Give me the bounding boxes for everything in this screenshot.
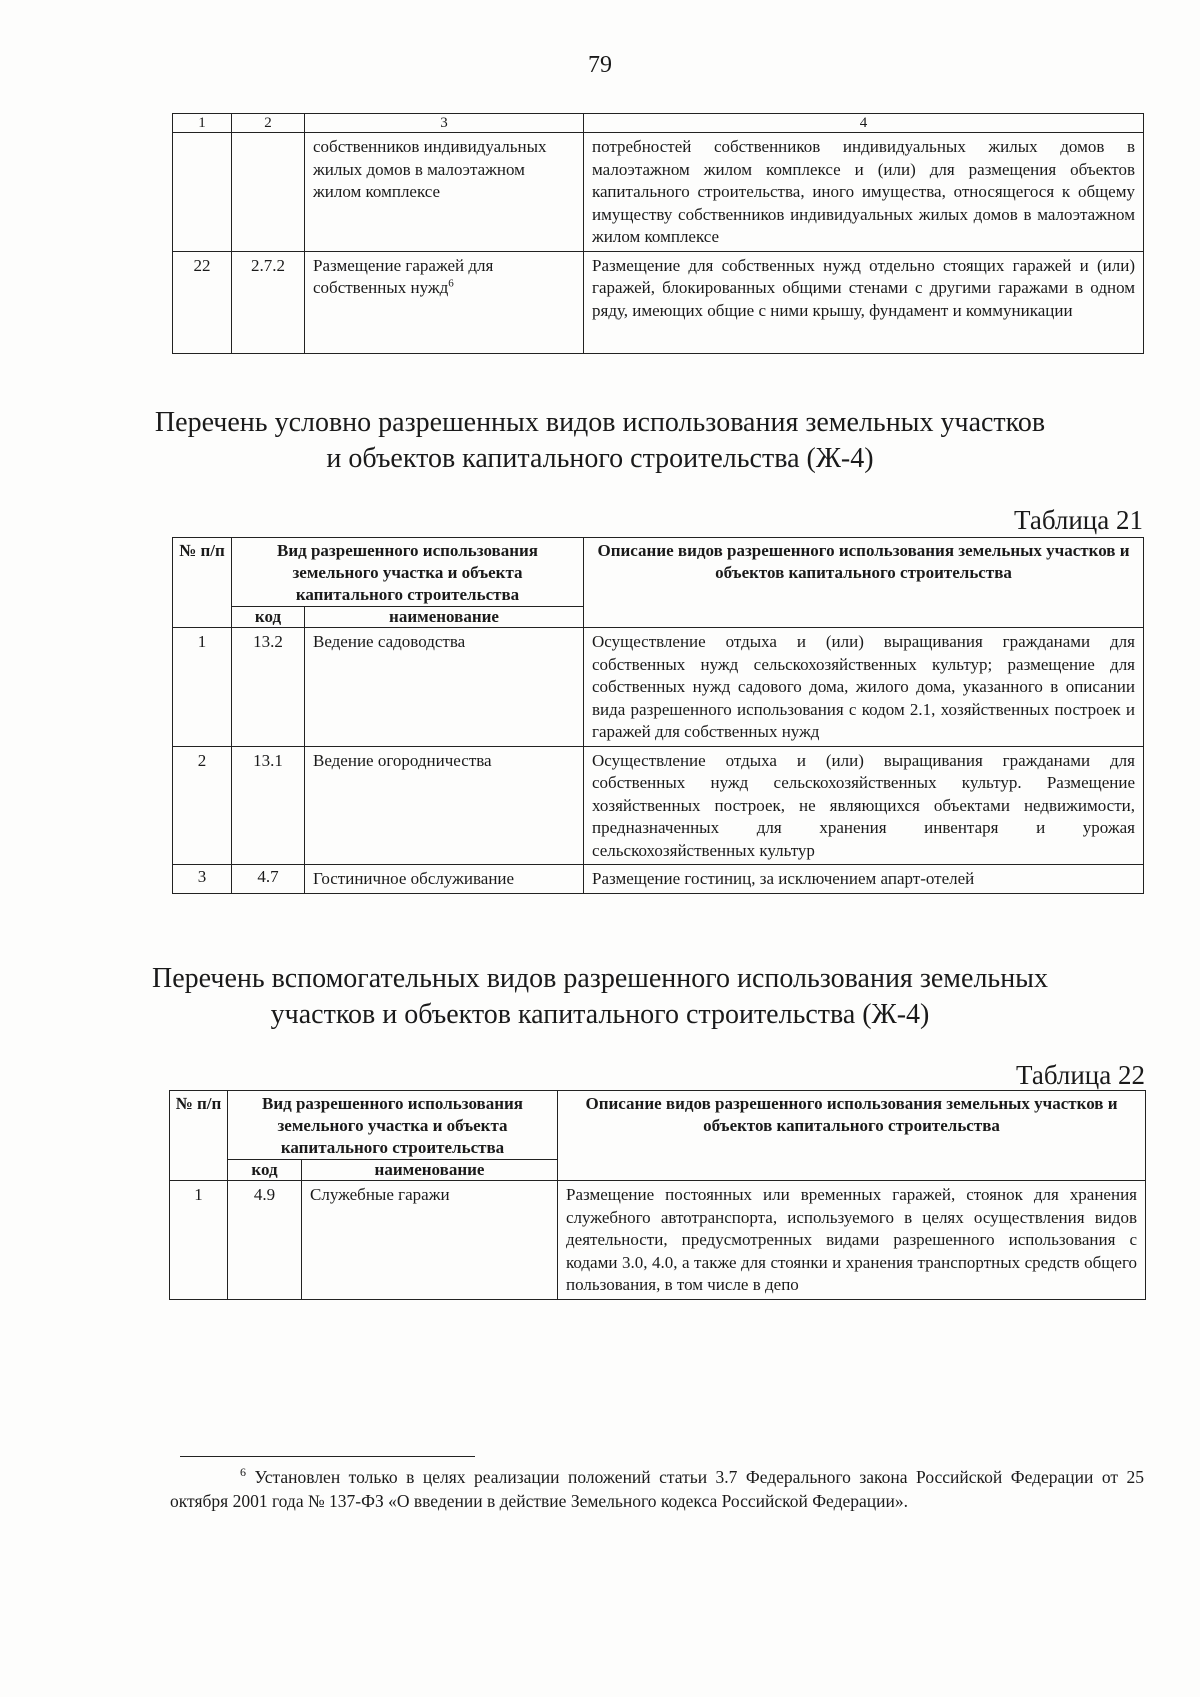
- header-description: Описание видов разрешенного использования земельных участков и объектов капитального строительства: [558, 1091, 1146, 1181]
- row-name: [305, 251, 584, 353]
- footnote: [170, 1465, 1144, 1513]
- row-description: Размещение для собственных нужд отдельно стоящих гаражей и (или) гаражей, блокированных общими стенами с другими гаражами в одном ряду, имеющих общие с ними крышу, фундамент и коммуникации: [584, 251, 1144, 353]
- column-number-row: [173, 114, 1144, 133]
- table-22-label: Таблица 22: [1016, 1060, 1145, 1090]
- heading-line: и объектов капитального строительства (Ж-4): [326, 443, 874, 474]
- table-row: [173, 251, 1144, 353]
- continuation-table: [172, 113, 1144, 354]
- table-row: [173, 746, 1144, 865]
- table-21: [172, 537, 1144, 894]
- header-description: Описание видов разрешенного использования земельных участков и объектов капитального строительства: [584, 538, 1144, 628]
- row-code: 13.1: [232, 746, 305, 865]
- header-use-type: Вид разрешенного использования земельного участка и объекта капитального строительства: [232, 538, 584, 607]
- row-name: Гостиничное обслуживание: [305, 865, 584, 894]
- row-description: Размещение постоянных или временных гаражей, стоянок для хранения служебного автотранспорта, используемого в целях осуществления видов деятельности, предусмотренных видами разрешенного использования с кодами 3.0, 4.0, а также для стоянки и хранения транспортных средств общего пользования, в том числе в депо: [558, 1181, 1146, 1300]
- row-number: 3: [173, 865, 232, 894]
- table-22: [169, 1090, 1146, 1300]
- header-number: № п/п: [170, 1091, 228, 1181]
- row-number: 1: [170, 1181, 228, 1300]
- row-code: [232, 133, 305, 252]
- footnote-reference: 6: [448, 277, 454, 290]
- row-description: потребностей собственников индивидуальных жилых домов в малоэтажном жилом комплексе и (или) для размещения объектов капитального строительства, иного имущества, относящегося к общему имуществу собственников индивидуальных жилых домов в малоэтажном жилом комплексе: [584, 133, 1144, 252]
- row-code: 13.2: [232, 628, 305, 747]
- column-number: 4: [584, 114, 1144, 133]
- table-row: [173, 133, 1144, 252]
- row-number: [173, 133, 232, 252]
- heading-line: Перечень условно разрешенных видов использования земельных участков: [154, 407, 1046, 438]
- row-number: 1: [173, 628, 232, 747]
- row-name: Ведение огородничества: [305, 746, 584, 865]
- row-number: 2: [173, 746, 232, 865]
- table-21-label: Таблица 21: [1014, 505, 1143, 535]
- table-row: [170, 1181, 1146, 1300]
- section-21-heading: [0, 405, 1200, 477]
- row-code: 2.7.2: [232, 251, 305, 353]
- row-name: собственников индивидуальных жилых домов в малоэтажном жилом комплексе: [305, 133, 584, 252]
- row-code: 4.9: [228, 1181, 302, 1300]
- header-row: [170, 1091, 1146, 1160]
- column-number: 1: [173, 114, 232, 133]
- footnote-text: Установлен только в целях реализации положений статьи 3.7 Федерального закона Российской Федерации от 25 октября 2001 года № 137-ФЗ «О введении в действие Земельного кодекса Российской Федерации».: [170, 1467, 1144, 1511]
- table-row: [173, 628, 1144, 747]
- header-number: № п/п: [173, 538, 232, 628]
- header-code: код: [232, 607, 305, 628]
- header-name: наименование: [302, 1160, 558, 1181]
- footnote-divider: [180, 1456, 475, 1457]
- row-name-text: Размещение гаражей для собственных нужд: [313, 255, 494, 297]
- row-code: 4.7: [232, 865, 305, 894]
- table-row: [173, 865, 1144, 894]
- row-name: Ведение садоводства: [305, 628, 584, 747]
- row-description: Осуществление отдыха и (или) выращивания гражданами для собственных нужд сельскохозяйственных культур. Размещение хозяйственных построек, не являющихся объектами недвижимости, предназначенных для хранения инвентаря и урожая сельскохозяйственных культур: [584, 746, 1144, 865]
- heading-line: участков и объектов капитального строительства (Ж-4): [270, 999, 930, 1030]
- column-number: 2: [232, 114, 305, 133]
- row-description: Размещение гостиниц, за исключением апарт-отелей: [584, 865, 1144, 894]
- section-22-heading: [0, 961, 1200, 1033]
- footnote-marker: 6: [240, 1465, 246, 1480]
- header-use-type: Вид разрешенного использования земельного участка и объекта капитального строительства: [228, 1091, 558, 1160]
- row-description: Осуществление отдыха и (или) выращивания гражданами для собственных нужд сельскохозяйственных культур; размещение для собственных нужд садового дома, жилого дома, указанного в описании вида разрешенного использования с кодом 2.1, хозяйственных построек и гаражей для собственных нужд: [584, 628, 1144, 747]
- column-number: 3: [305, 114, 584, 133]
- header-code: код: [228, 1160, 302, 1181]
- row-name: Служебные гаражи: [302, 1181, 558, 1300]
- row-number: 22: [173, 251, 232, 353]
- header-name: наименование: [305, 607, 584, 628]
- header-row: [173, 538, 1144, 607]
- page-number: 79: [588, 52, 612, 78]
- heading-line: Перечень вспомогательных видов разрешенного использования земельных: [152, 963, 1048, 994]
